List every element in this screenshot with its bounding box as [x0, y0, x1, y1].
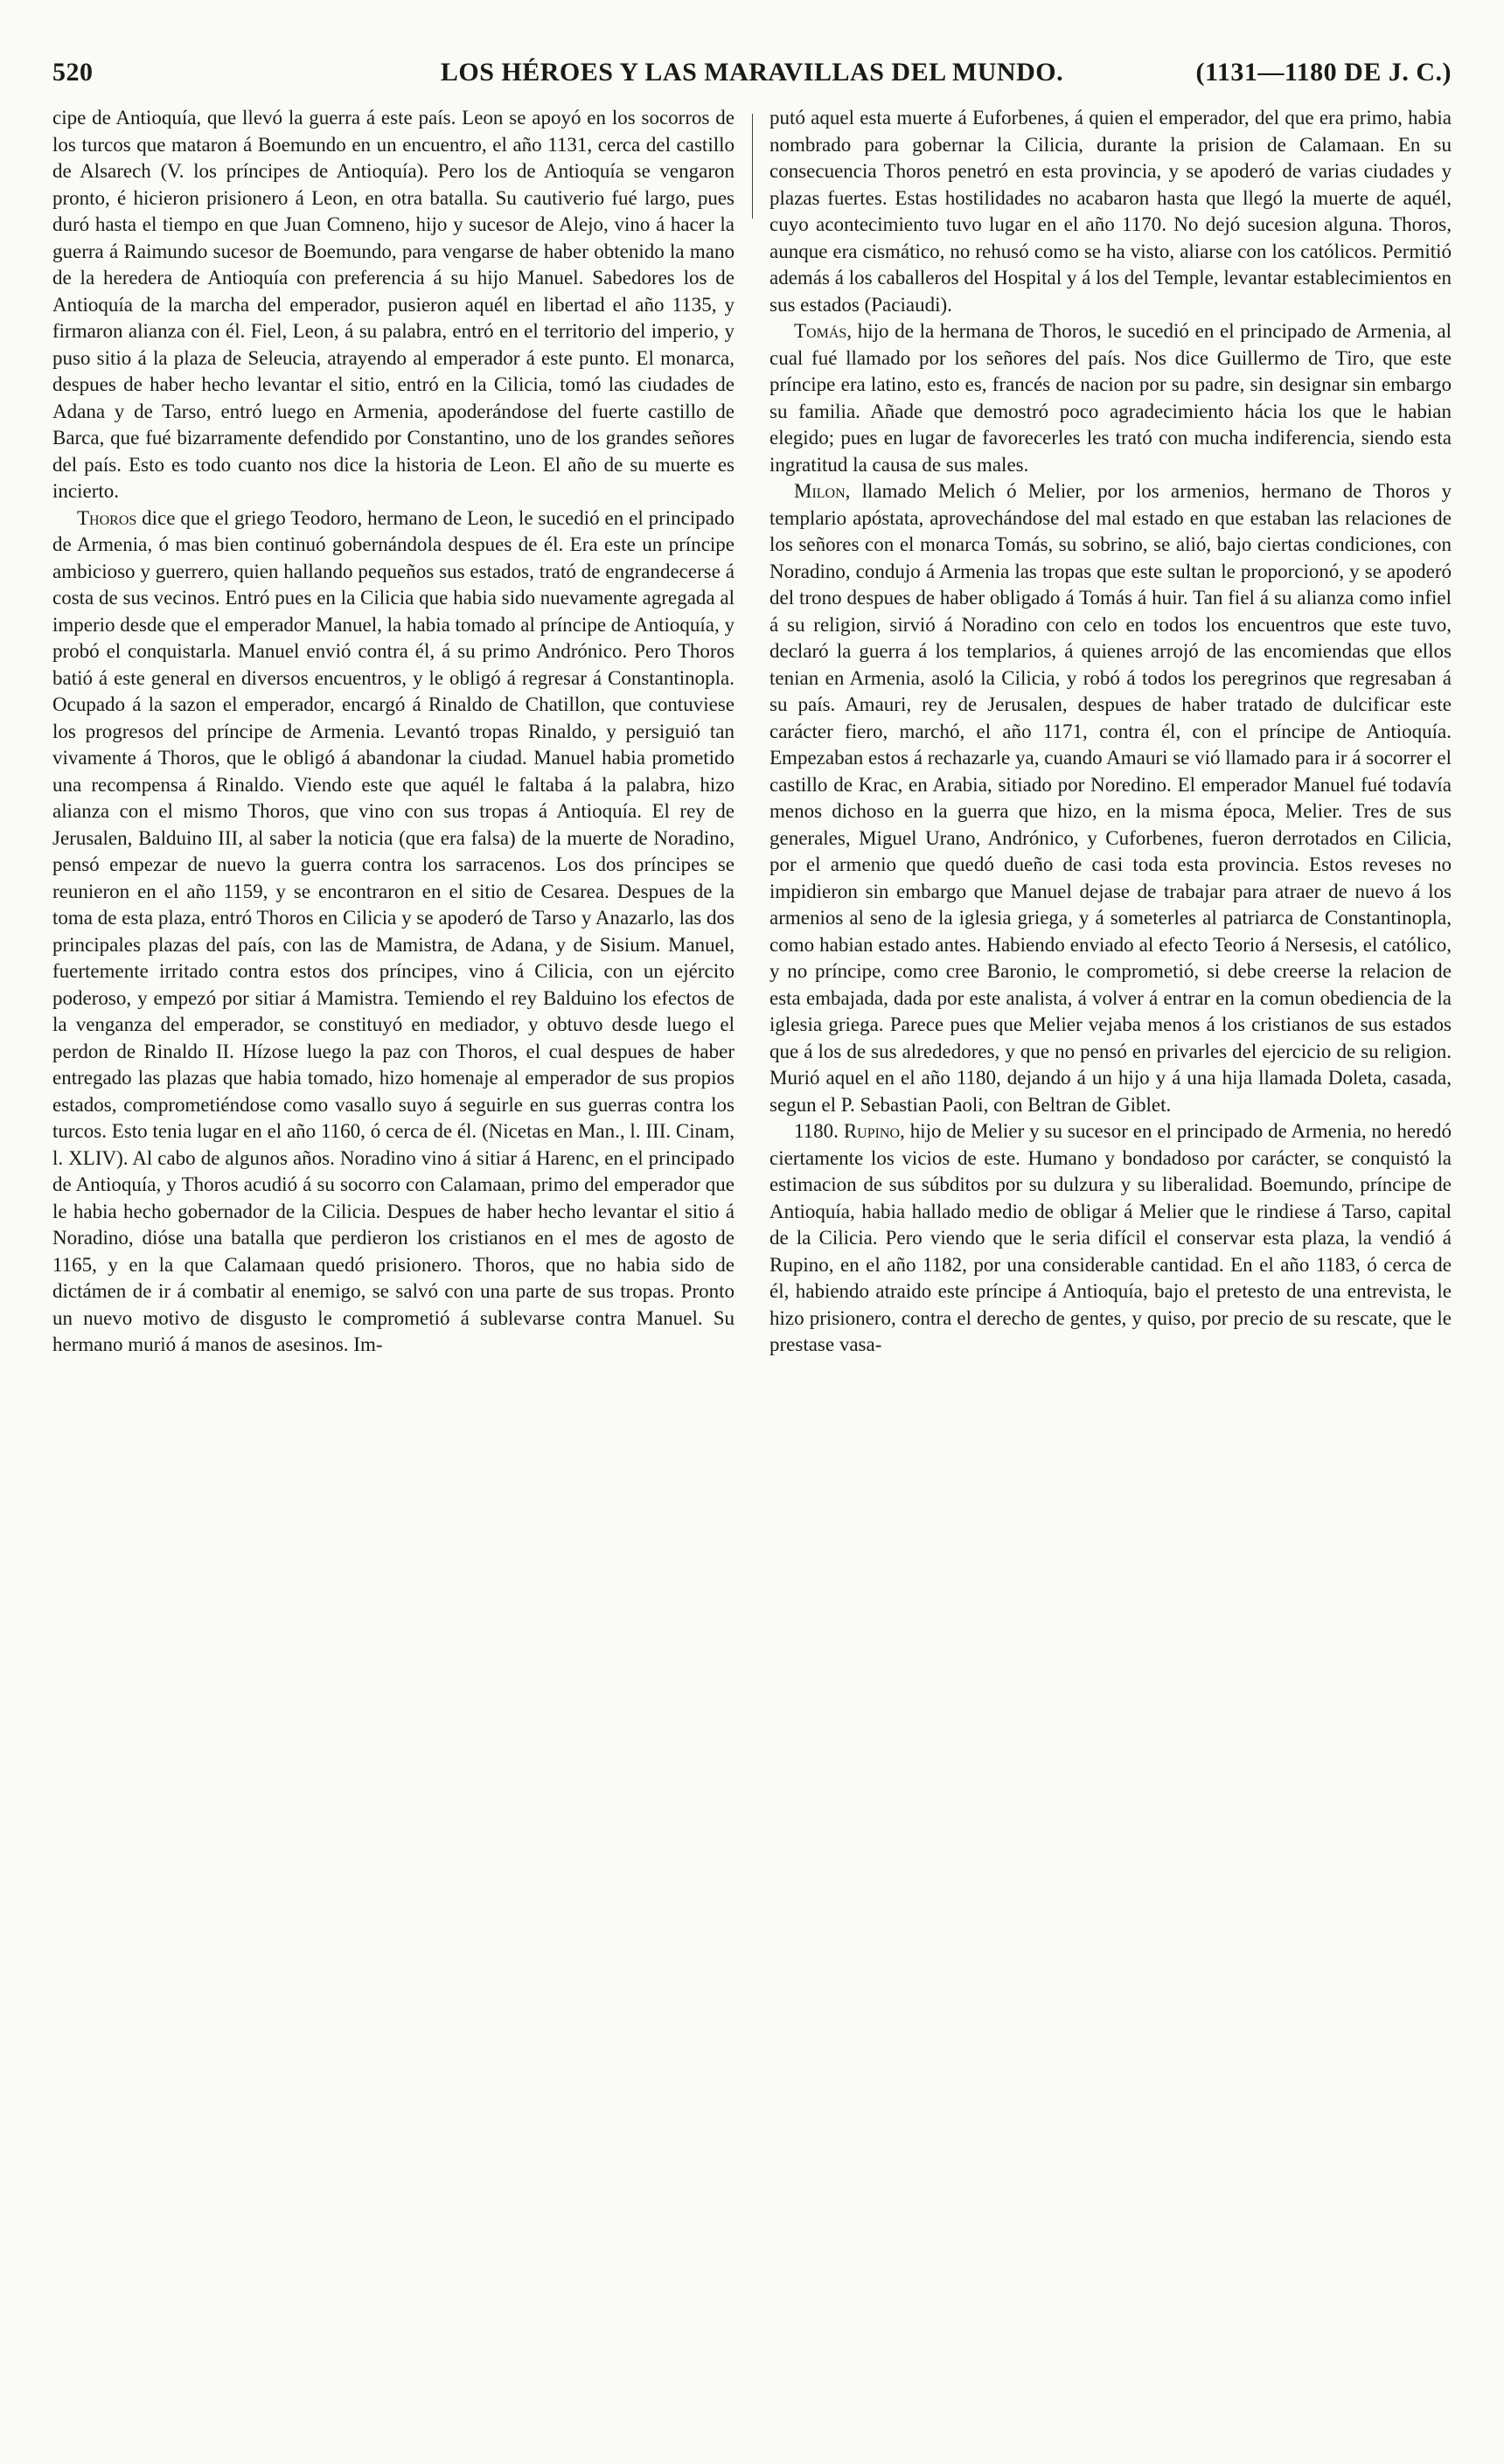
paragraph	[769, 478, 1452, 1118]
column-divider	[752, 114, 753, 219]
paragraph	[52, 505, 735, 1359]
paragraph: cipe de Antioquía, que llevó la guerra á este país. Leon se apoyó en los socorros de los turcos que mataron á Boemundo en un encuentro, el año 1131, cerca del castillo de Alsarech (V. los príncipes de Antioquía). Pero los de Antioquía se vengaron pronto, é hicieron prisionero á Leon, en otra batalla. Su cautiverio fué largo, pues duró hasta el tiempo en que Juan Comneno, hijo y sucesor de Alejo, vino á hacer la guerra á Raimundo sucesor de Boemundo, para vengarse de haber obtenido la mano de la heredera de Antioquía con preferencia á su hijo Manuel. Sabedores los de Antioquía de la marcha del emperador, pusieron aquél en libertad el año 1135, y firmaron alianza con él. Fiel, Leon, á su palabra, entró en el territorio del imperio, y puso sitio á la plaza de Seleucia, atrayendo al emperador á este punto. El monarca, despues de haber hecho levantar el sitio, entró en la Cilicia, tomó las ciudades de Adana y de Tarso, entró luego en Armenia, apoderándose del fuerte castillo de Barca, que fué bizarramente defendido por Constantino, uno de los grandes señores del país. Esto es todo cuanto nos dice la historia de Leon. El año de su muerte es incierto.	[52, 107, 735, 502]
entry-name: Rupino	[843, 1120, 901, 1142]
entry-year: 1180.	[794, 1120, 839, 1142]
left-column	[52, 105, 735, 2440]
paragraph: putó aquel esta muerte á Euforbenes, á quien el emperador, del que era primo, habia nombrado para gobernar la Cilicia, durante la prision de Calamaan. En su consecuencia Thoros penetró en esta provincia, y se apoderó de varias ciudades y plazas fuertes. Estas hostilidades no acabaron hasta que llegó la muerte de aquél, cuyo acontecimiento tuvo lugar en el año 1170. No dejó sucesion alguna. Thoros, aunque era cismático, no rehusó como se ha visto, aliarse con los católicos. Permitió además á los caballeros del Hospital y á los del Temple, levantar establecimientos en sus estados (Paciaudi).	[769, 107, 1452, 316]
entry-text: , llamado Melich ó Melier, por los armenios, hermano de Thoros y templario apóstata, aprovechándose del mal estado en que estaban las relaciones de los señores con el monarca Tomás, su sobrino, se alió, bajo ciertas condiciones, con Noradino, condujo á Armenia las tropas que este sultan le proporcionó, y se apoderó del trono despues de haber obligado á Tomás á huir. Tan fiel á su alianza como infiel á su religion, sirvió á Noradino con celo en todos los encuentros que este tuvo, declaró la guerra á los templarios, á quienes arrojó de las encomiendas que ellos tenian en Armenia, asoló la Cilicia, y robó á todos los peregrinos que regresaban á su país. Amauri, rey de Jerusalen, despues de haber tratado de dulcificar este carácter fiero, marchó, el año 1171, contra él, con el príncipe de Antioquía. Empezaban estos á rechazarle ya, cuando Amauri se vió llamado para ir á socorrer el castillo de Krac, en Arabia, sitiado por Noredino. El emperador Manuel fué todavía menos dichoso en la guerra que hizo, en la misma época, Melier. Tres de sus generales, Miguel Urano, Andrónico, y Cuforbenes, fueron derrotados en Cilicia, por el armenio que quedó dueño de casi toda esta provincia. Estos reveses no impidieron sin embargo que Manuel dejase de trabajar para atraer de nuevo á los armenios al seno de la iglesia griega, y á someterles al patriarca de Constantinopla, como habian estado antes. Habiendo enviado al efecto Teorio á Nersesis, el católico, y no príncipe, como cree Baronio, le comprometió, si debe creerse la relacion de esta embajada, dada por este analista, á volver á entrar en la comun obediencia de la iglesia griega. Parece pues que Melier vejaba menos á los cristianos de sus estados que á los de sus alrededores, y que no pensó en privarles del ejercicio de su religion. Murió aquel en el año 1180, dejando á un hijo y á una hija llamada Doleta, casada, segun el P. Sebastian Paoli, con Beltran de Giblet.	[769, 480, 1452, 1116]
running-header	[52, 52, 1452, 105]
entry-name: Tomás	[794, 320, 847, 342]
paragraph	[769, 318, 1452, 478]
page	[52, 52, 1452, 2440]
entry-text: , hijo de Melier y su sucesor en el principado de Armenia, no heredó ciertamente los vicios de este. Humano y bondadoso por carácter, se conquistó la estimacion de sus súbditos por su dulzura y su liberalidad. Boemundo, príncipe de Antioquía, habia hallado medio de obligar á Melier que le rindiese á Tarso, capital de la Cilicia. Pero viendo que le seria difícil el conservar esta plaza, la vendió á Rupino, en el año 1182, por una considerable cantidad. En el año 1183, ó cerca de él, habiendo atraido este príncipe á Antioquía, bajo el pretesto de una entrevista, le hizo prisionero, contra el derecho de gentes, y quiso, por precio de su rescate, que le prestase vasa-	[769, 1120, 1452, 1355]
entry-name: Milon	[794, 480, 846, 502]
entry-text: dice que el griego Teodoro, hermano de Leon, le sucedió en el principado de Armenia, ó mas bien continuó gobernándola despues de él. Era este un príncipe ambicioso y guerrero, quien hallando pequeños sus estados, trató de engrandecerse á costa de sus vecinos. Entró pues en la Cilicia que habia sido nuevamente agregada al imperio desde que el emperador Manuel, la habia tomado al príncipe de Antioquía, y probó el conquistarla. Manuel envió contra él, á su primo Andrónico. Pero Thoros batió á este general en diversos encuentros, y le obligó á regresar á Constantinopla. Ocupado á la sazon el emperador, encargó á Rinaldo de Chatillon, que contuviese los progresos del príncipe de Armenia. Levantó tropas Rinaldo, y persiguió tan vivamente á Thoros, que le obligó á abandonar la ciudad. Manuel habia prometido una recompensa á Rinaldo. Viendo este que aquél le faltaba á la palabra, hizo alianza con el mismo Thoros, que vino con sus tropas á Antioquía. El rey de Jerusalen, Balduino III, al saber la noticia (que era falsa) de la muerte de Noradino, pensó empezar de nuevo la guerra contra los sarracenos. Los dos príncipes se reunieron en el año 1159, y se encontraron en el sitio de Cesarea. Despues de la toma de esta plaza, entró Thoros en Cilicia y se apoderó de Tarso y Anazarlo, las dos principales plazas del país, con las de Mamistra, de Adana, y de Sisium. Manuel, fuertemente irritado contra estos dos príncipes, vino á Cilicia, con un ejército poderoso, y empezó por sitiar á Mamistra. Temiendo el rey Balduino los efectos de la venganza del emperador, se constituyó en mediador, y obtuvo desde luego el perdon de Rinaldo II. Hízose luego la paz con Thoros, el cual despues de haber entregado las plazas que habia tomado, hizo homenaje al emperador de sus propios estados, comprometiéndose como vasallo suyo á seguirle en sus guerras contra los turcos. Esto tenia lugar en el año 1160, ó cerca de él. (Nicetas en Man., l. III. Cinam, l. XLIV). Al cabo de algunos años. Noradino vino á sitiar á Harenc, en el principado de Antioquía, y Thoros acudió á su socorro con Calamaan, primo del emperador que le habia hecho gobernador de la Cilicia. Despues de haber hecho levantar el sitio á Noradino, dióse una batalla que perdieron los cristianos en el mes de agosto de 1165, y en la que Calamaan quedó prisionero. Thoros, que no habia sido de dictámen de ir á combatir al enemigo, se salvó con una parte de sus tropas. Pronto un nuevo motivo de disgusto le comprometió á sublevarse contra Manuel. Su hermano murió á manos de asesinos. Im-	[52, 506, 735, 1355]
right-column	[769, 105, 1452, 2440]
text-columns	[52, 105, 1452, 2440]
running-title: LOS HÉROES Y LAS MARAVILLAS DEL MUNDO.	[440, 58, 1064, 87]
date-range: (1131—1180 DE J. C.)	[1195, 58, 1452, 87]
page-number: 520	[52, 58, 94, 87]
entry-text: , hijo de la hermana de Thoros, le sucedió en el principado de Armenia, al cual fué llamado por los señores del país. Nos dice Guillermo de Tiro, que este príncipe era latino, esto es, francés de nacion por su padre, sin designar sin embargo su familia. Añade que demostró poco agradecimiento hácia los que le habian elegido; pues en lugar de favorecerles les trató con mucha indiferencia, siendo esta ingratitud la causa de sus males.	[769, 320, 1452, 476]
paragraph	[769, 1118, 1452, 1359]
entry-name: Thoros	[77, 506, 137, 529]
